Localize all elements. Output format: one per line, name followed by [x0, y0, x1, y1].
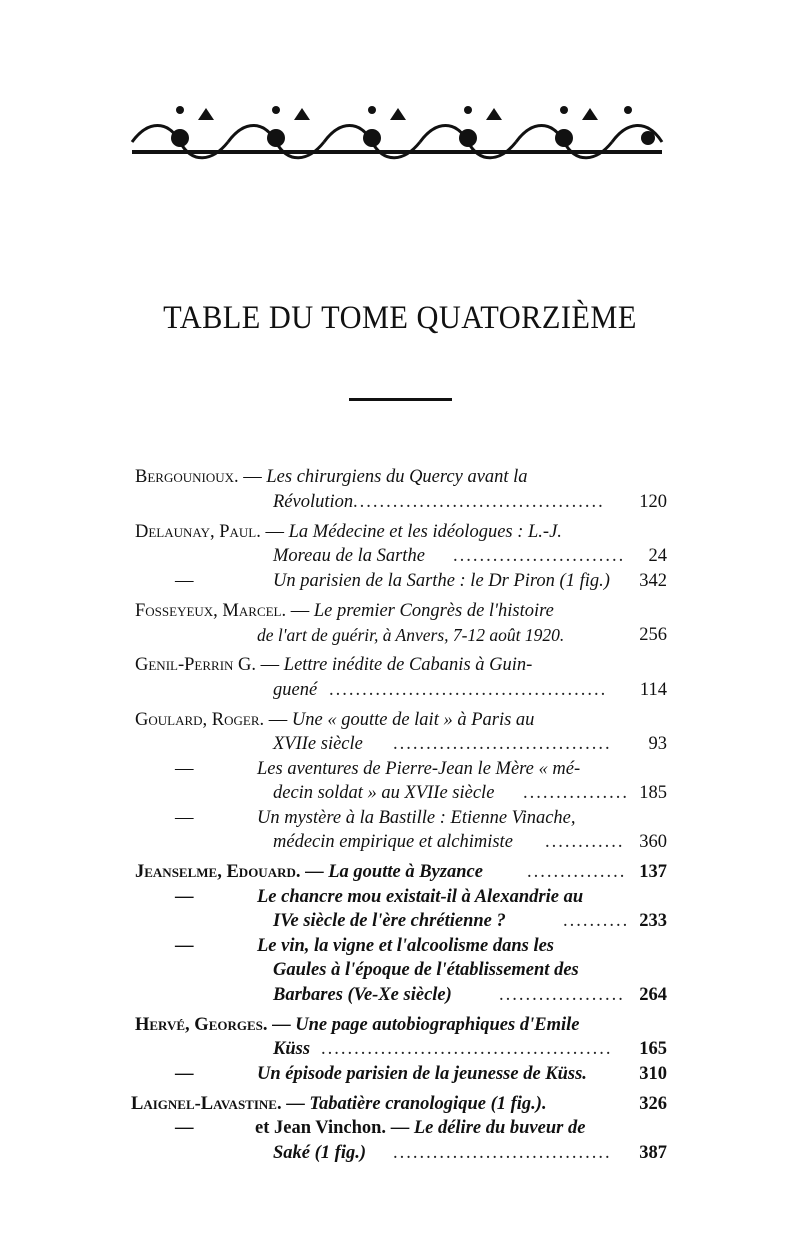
entry-title-cont: guené	[273, 679, 318, 700]
leader-dots: .................................	[393, 734, 612, 754]
entry-title-cont: Küss	[273, 1039, 311, 1059]
entry-page: 360	[639, 832, 667, 852]
toc-entry	[135, 1013, 667, 1038]
entry-author: Fosseyeux, Marcel.	[135, 600, 287, 621]
leader-dots: ...................	[499, 984, 625, 1005]
leader-dots: .................................	[393, 1142, 612, 1163]
toc-entry-continued	[135, 1037, 667, 1062]
entry-separator: —	[272, 1014, 291, 1035]
entry-separator: —	[268, 709, 288, 730]
entry-page: 342	[639, 570, 667, 591]
entry-page: 264	[639, 984, 667, 1005]
entry-dash: —	[175, 886, 194, 907]
entry-page: 165	[639, 1039, 667, 1059]
entry-dash: —	[175, 570, 194, 591]
toc-entry-continued	[135, 830, 667, 855]
entry-title: Un épisode parisien de la jeunesse de Küss.	[257, 1063, 587, 1084]
toc-entry	[135, 1062, 667, 1087]
entry-dash: —	[175, 1063, 194, 1084]
toc-entry	[135, 1116, 667, 1141]
toc-entry-continued	[135, 544, 667, 569]
entry-dash: —	[175, 807, 194, 828]
toc-entry-continued	[135, 958, 667, 983]
toc-entry	[135, 934, 667, 959]
toc-entry-continued	[135, 781, 667, 806]
entry-title-cont: decin soldat » au XVIIe siècle	[273, 783, 495, 803]
entry-separator: —	[390, 1118, 410, 1138]
entry-title: La goutte à Byzance	[328, 862, 483, 882]
entry-title-cont: Barbares (Ve-Xe siècle)	[273, 984, 452, 1005]
toc-entry-continued	[135, 1141, 667, 1166]
entry-author: Laignel-Lavastine.	[131, 1093, 282, 1114]
entry-author: Bergounioux.	[135, 467, 239, 487]
entry-page: 24	[648, 546, 667, 566]
entry-author: Hervé, Georges.	[135, 1014, 268, 1035]
entry-title: Un parisien de la Sarthe : le Dr Piron (1 fig.)	[273, 570, 610, 591]
leader-dots: ............................................	[321, 1039, 613, 1059]
entry-title: Une « goutte de lait » à Paris au	[291, 709, 535, 730]
leader-dots: ..........	[563, 911, 630, 931]
entry-author: Goulard, Roger.	[135, 709, 265, 730]
entry-dash: —	[175, 1118, 194, 1138]
entry-title-cont: IVe siècle de l'ère chrétienne ?	[273, 911, 506, 931]
toc-entry	[135, 885, 667, 910]
entry-page: 256	[639, 625, 667, 645]
toc-entry	[135, 520, 667, 545]
entry-separator: —	[286, 1093, 305, 1114]
toc-entry-continued	[135, 490, 667, 515]
leader-dots: ..........................................	[329, 679, 608, 700]
leader-dots: ................	[523, 783, 629, 803]
entry-page: 233	[639, 911, 667, 931]
page-title: TABLE DU TOME QUATORZIÈME	[163, 300, 637, 336]
entry-title: Lettre inédite de Cabanis à Guin-	[283, 655, 533, 675]
leader-dots: ............	[545, 832, 625, 852]
entry-separator: —	[290, 600, 310, 621]
entry-title: Le premier Congrès de l'histoire	[313, 600, 554, 621]
entry-title-cont: Saké (1 fig.)	[273, 1142, 366, 1163]
entry-title: Tabatière cranologique (1 fig.).	[309, 1093, 547, 1114]
entry-page: 120	[639, 491, 667, 512]
entry-title-cont: de l'art de guérir, à Anvers, 7-12 août 1920.	[257, 625, 565, 645]
entry-author: Delaunay, Paul.	[135, 521, 261, 542]
entry-page: 185	[639, 783, 667, 803]
toc-entry-continued	[135, 732, 667, 757]
entry-separator: —	[243, 467, 262, 487]
title-rule	[349, 398, 452, 401]
toc-entry-continued	[135, 983, 667, 1008]
toc-entry-continued	[135, 623, 667, 648]
toc-entry	[135, 860, 667, 885]
entry-title-cont: médecin empirique et alchimiste	[273, 832, 513, 852]
entry-title: La Médecine et les idéologues : L.-J.	[288, 521, 562, 542]
entry-title: Le chancre mou existait-il à Alexandrie au	[257, 886, 584, 907]
entry-page: 137	[639, 862, 667, 882]
entry-separator: —	[305, 862, 324, 882]
entry-title: Un mystère à la Bastille : Etienne Vinache,	[257, 807, 576, 828]
decorative-ornament-header	[128, 100, 666, 162]
toc-entry	[135, 465, 667, 490]
entry-title: Le vin, la vigne et l'alcoolisme dans les	[257, 935, 554, 956]
toc-entry	[135, 653, 667, 678]
toc-entry	[131, 1092, 667, 1117]
entry-title: Une page autobiographiques d'Emile	[295, 1014, 580, 1035]
entry-title-cont: Moreau de la Sarthe	[273, 546, 425, 566]
entry-title-cont: Gaules à l'époque de l'établissement des	[273, 960, 579, 980]
entry-author: Jeanselme, Edouard.	[135, 862, 301, 882]
entry-dash: —	[175, 935, 194, 956]
entry-separator: —	[260, 655, 280, 675]
entry-page: 310	[639, 1063, 667, 1084]
leader-dots: ..........................	[453, 546, 626, 566]
toc-entry-continued	[135, 909, 667, 934]
entry-title: Les aventures de Pierre-Jean le Mère « mé-	[257, 758, 581, 779]
entry-title-cont: XVIIe siècle	[273, 734, 363, 754]
table-of-contents	[131, 465, 667, 1165]
entry-page: 326	[639, 1093, 667, 1114]
entry-separator: —	[265, 521, 284, 542]
entry-page: 93	[648, 734, 667, 754]
entry-coauthor: et Jean Vinchon.	[255, 1118, 387, 1138]
toc-entry	[135, 599, 667, 624]
toc-entry	[135, 708, 667, 733]
leader-dots: ......................................	[353, 491, 605, 512]
entry-author: Genil-Perrin G.	[135, 655, 257, 675]
toc-entry-continued	[135, 678, 667, 703]
entry-page: 114	[639, 679, 667, 700]
toc-entry	[135, 806, 667, 831]
toc-entry	[135, 569, 667, 594]
entry-title: Les chirurgiens du Quercy avant la	[266, 467, 528, 487]
entry-title-cont: Révolution	[273, 491, 354, 512]
entry-title: Le délire du buveur de	[413, 1118, 586, 1138]
entry-dash: —	[175, 758, 194, 779]
toc-entry	[135, 757, 667, 782]
entry-page: 387	[639, 1142, 667, 1163]
leader-dots: ...............	[527, 862, 627, 882]
